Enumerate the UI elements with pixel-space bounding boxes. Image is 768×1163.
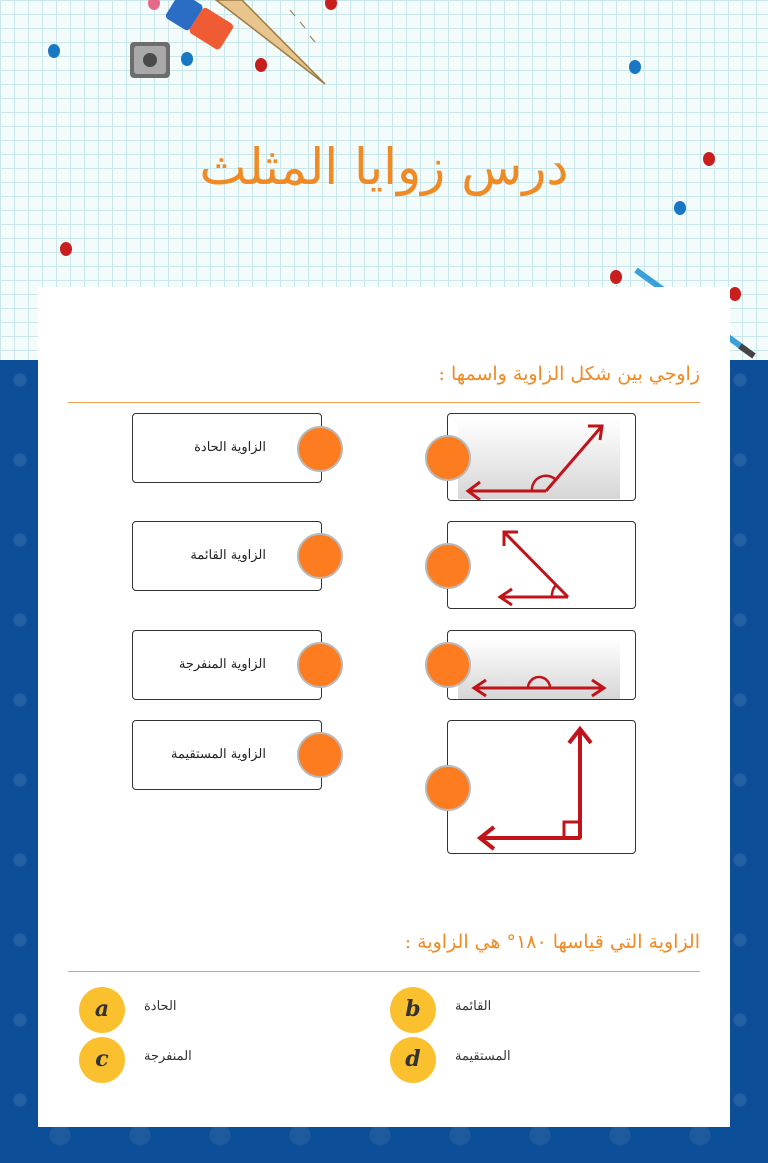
match-connector-handle[interactable]	[297, 533, 343, 579]
decor-dot	[674, 201, 686, 215]
option-a-text[interactable]: الحادة	[144, 999, 177, 1014]
question-2-prompt: الزاوية التي قياسها ١٨٠° هي الزاوية :	[404, 931, 700, 953]
straight-angle-figure[interactable]	[447, 630, 636, 700]
match-name-label: الزاوية الحادة	[194, 440, 266, 455]
match-connector-handle[interactable]	[297, 732, 343, 778]
match-name-label: الزاوية القائمة	[190, 548, 266, 563]
right-angle-figure[interactable]	[447, 720, 636, 854]
question-2-divider	[68, 971, 700, 972]
match-name-label: الزاوية المنفرجة	[178, 657, 266, 672]
eraser-icon	[164, 0, 234, 51]
sharpener-icon	[130, 42, 170, 78]
match-connector-handle[interactable]	[425, 642, 471, 688]
acute-angle-figure[interactable]	[447, 521, 636, 609]
question-1-divider	[68, 402, 700, 403]
match-connector-handle[interactable]	[425, 543, 471, 589]
content-card	[38, 287, 730, 1127]
option-b-text[interactable]: القائمة	[455, 999, 492, 1014]
match-name-label: الزاوية المستقيمة	[171, 747, 266, 762]
match-connector-handle[interactable]	[425, 435, 471, 481]
match-connector-handle[interactable]	[297, 642, 343, 688]
decor-dot	[48, 44, 60, 58]
option-c-badge[interactable]: c	[79, 1037, 125, 1083]
option-a-badge[interactable]: a	[79, 987, 125, 1033]
option-d-badge[interactable]: d	[390, 1037, 436, 1083]
match-name-item[interactable]	[132, 630, 322, 700]
option-d-text[interactable]: المستقيمة	[455, 1049, 511, 1064]
question-1-prompt: زاوجي بين شكل الزاوية واسمها :	[438, 363, 700, 385]
stationery-illustration	[120, 0, 340, 100]
match-connector-handle[interactable]	[425, 765, 471, 811]
match-name-item[interactable]	[132, 413, 322, 483]
obtuse-angle-figure[interactable]	[447, 413, 636, 501]
option-c-text[interactable]: المنفرجة	[144, 1049, 192, 1064]
match-name-item[interactable]	[132, 521, 322, 591]
decor-dot	[60, 242, 72, 256]
decor-dot	[610, 270, 622, 284]
decor-dot	[629, 60, 641, 74]
page-title: درس زوايا المثلث	[199, 138, 569, 196]
match-name-item[interactable]	[132, 720, 322, 790]
match-connector-handle[interactable]	[297, 426, 343, 472]
option-b-badge[interactable]: b	[390, 987, 436, 1033]
ruler-icon	[216, 0, 325, 84]
